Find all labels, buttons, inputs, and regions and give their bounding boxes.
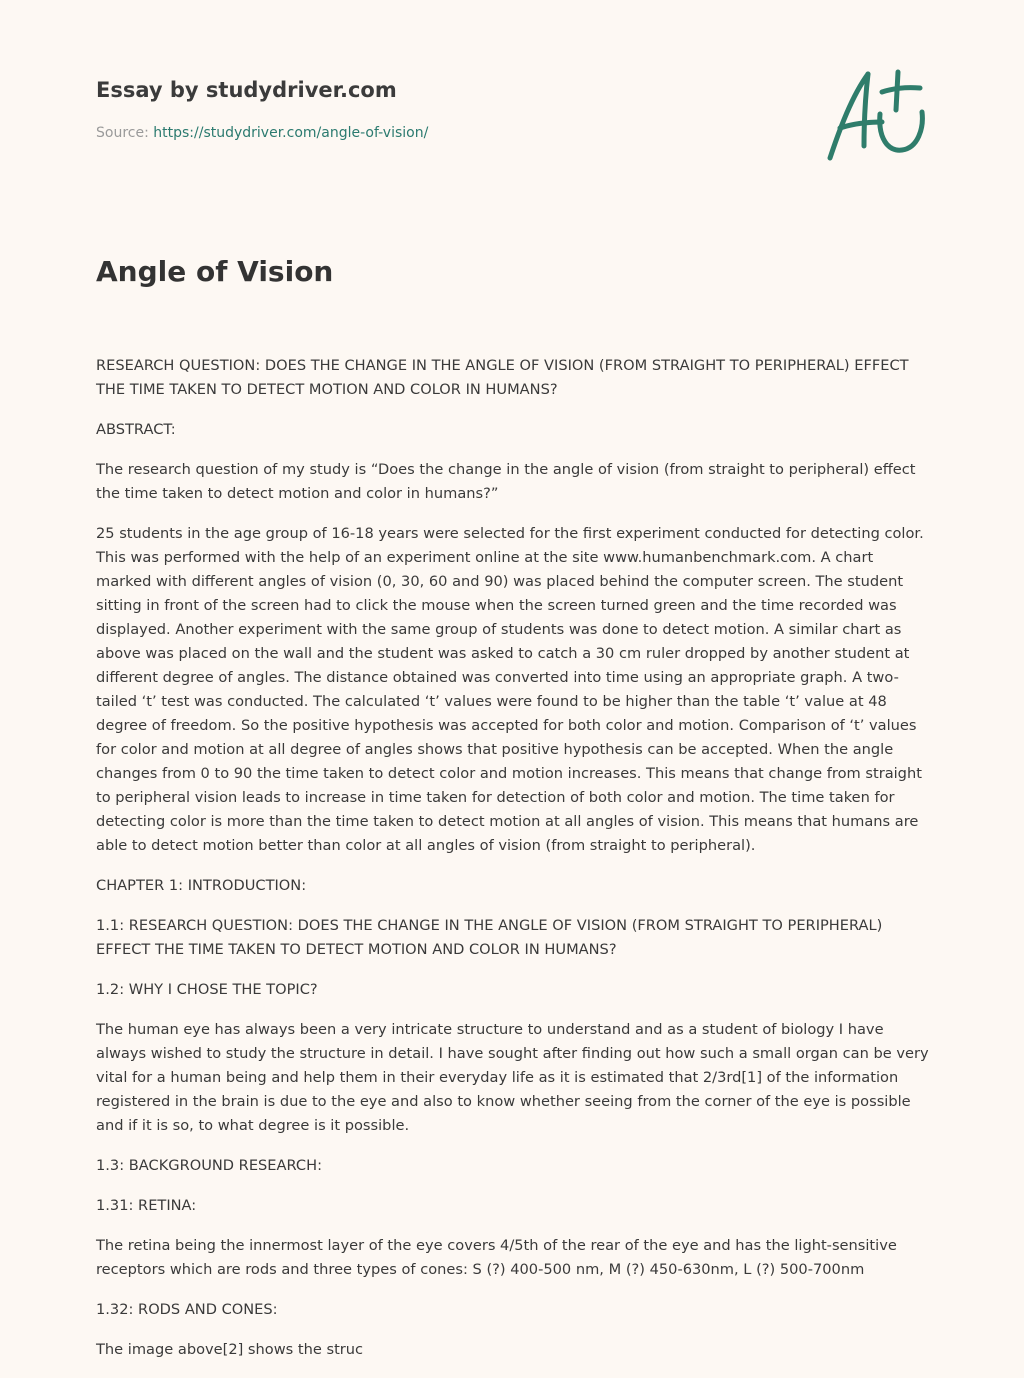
essay-header [96, 76, 796, 142]
paragraph: CHAPTER 1: INTRODUCTION: [96, 877, 307, 894]
paragraph: 1.2: WHY I CHOSE THE TOPIC? [96, 981, 318, 998]
paragraph: RESEARCH QUESTION: DOES THE CHANGE IN THE ANGLE OF VISION (FROM STRAIGHT TO PERIPHERAL) EFFECT THE TIME TAKEN TO DETECT MOTION AND COLOR IN HUMANS? [96, 357, 909, 398]
paragraph: The human eye has always been a very intricate structure to understand and as a student of biology I have always wished to study the structure in detail. I have sought after finding out how such a small organ can be very vital for a human being and help them in their everyday life as it is estimated that 2/3rd[1] of the information registered in the brain is due to the eye and also to know whether seeing from the corner of the eye is possible and if it is so, to what degree is it possible. [96, 1021, 929, 1134]
paragraph: 1.1: RESEARCH QUESTION: DOES THE CHANGE IN THE ANGLE OF VISION (FROM STRAIGHT TO PERIPHERAL) EFFECT THE TIME TAKEN TO DETECT MOTION AND COLOR IN HUMANS? [96, 917, 883, 958]
paragraph: ABSTRACT: [96, 421, 176, 438]
brand-name: Essay by studydriver.com [96, 78, 397, 102]
paragraph: 1.32: RODS AND CONES: [96, 1301, 278, 1318]
paragraph: 25 students in the age group of 16-18 years were selected for the first experiment conducted for detecting color. This was performed with the help of an experiment online at the site www.humanbenchmark.com. A chart marked with different angles of vision (0, 30, 60 and 90) was placed behind the computer screen. The student sitting in front of the screen had to click the mouse when the screen turned green and the time recorded was displayed. Another experiment with the same group of students was done to detect motion. A similar chart as above was placed on the wall and the student was asked to catch a 30 cm ruler dropped by another student at different degree of angles. The distance obtained was converted into time using an appropriate graph. A two-tailed ‘t’ test was conducted. The calculated ‘t’ values were found to be higher than the table ‘t’ value at 48 degree of freedom. So the positive hypothesis was accepted for both color and motion. Comparison of ‘t’ values for color and motion at all degree of angles shows that positive hypothesis can be accepted. When the angle changes from 0 to 90 the time taken to detect color and motion increases. This means that change from straight to peripheral vision leads to increase in time taken for detection of both color and motion. The time taken for detecting color is more than the time taken to detect motion at all angles of vision. This means that humans are able to detect motion better than color at all angles of vision (from straight to peripheral). [96, 525, 924, 854]
paragraph: The image above[2] shows the struc [96, 1341, 364, 1358]
essay-body [96, 354, 932, 1378]
source-line [96, 124, 796, 142]
source-link[interactable]: https://studydriver.com/angle-of-vision/ [153, 125, 429, 141]
paragraph: 1.3: BACKGROUND RESEARCH: [96, 1157, 322, 1174]
essay-title: Angle of Vision [96, 255, 334, 288]
source-label: Source: [96, 125, 154, 141]
a-plus-grade-icon [818, 66, 934, 166]
paragraph: The research question of my study is “Does the change in the angle of vision (from straight to peripheral) effect the time taken to detect motion and color in humans?” [96, 461, 916, 502]
paragraph: 1.31: RETINA: [96, 1197, 197, 1214]
paragraph: The retina being the innermost layer of the eye covers 4/5th of the rear of the eye and has the light-sensitive receptors which are rods and three types of cones: S (?) 400-500 nm, M (?) 450-630nm, L (?) 500-700nm [96, 1237, 897, 1278]
